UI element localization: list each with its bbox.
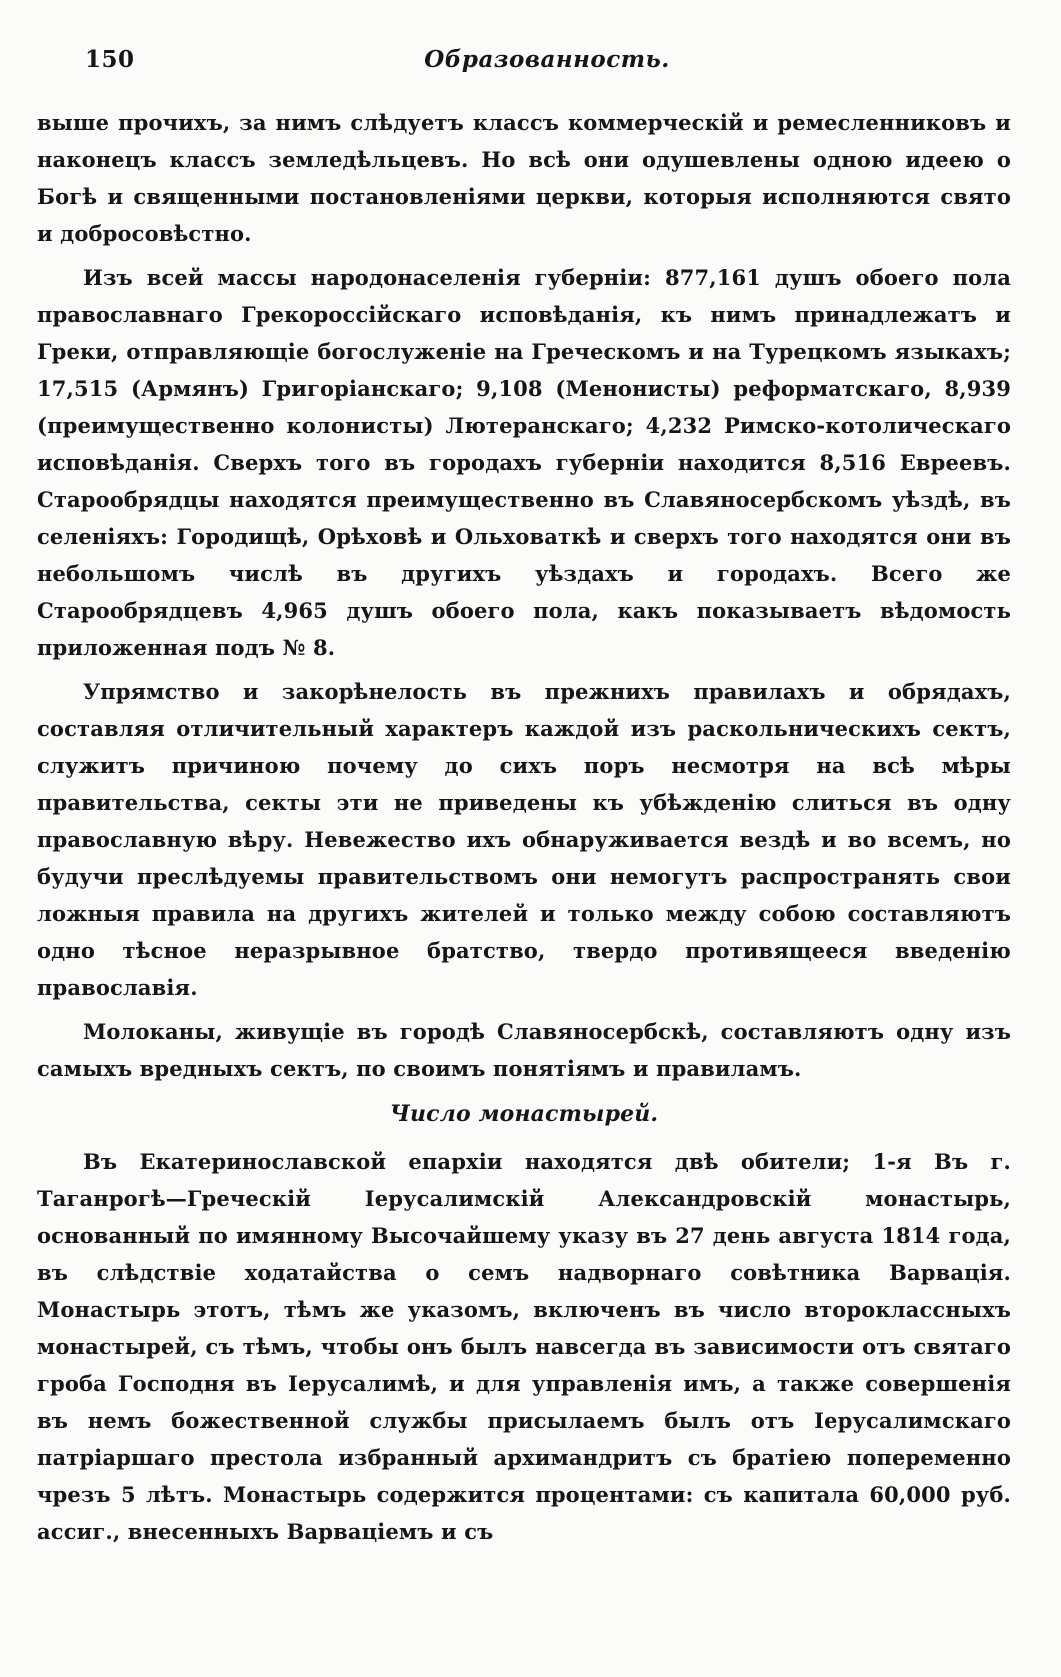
paragraph-monasteries: Въ Екатеринославской епархіи находятся двѣ обители; 1-я Въ г. Таганрогѣ—Греческій Іерусалимскій Александровскій монастырь, основанный по имянному Высочайшему указу въ 27 день августа 1814 года, въ слѣдствіе ходатайства о семъ надворнаго совѣтника Варвація. Монастырь этотъ, тѣмъ же указомъ, включенъ въ число второклассныхъ монастырей, съ тѣмъ, чтобы онъ былъ навсегда въ зависимости отъ святаго гроба Господня въ Іерусалимѣ, и для управленія имъ, а также совершенія въ немъ божественной службы присылаемъ былъ отъ Іерусалимскаго патріаршаго престола избранный архимандритъ съ братіею попеременно чрезъ 5 лѣтъ. Монастырь содержится процентами: съ капитала 60,000 руб. ассиг., внесенныхъ Варваціемъ и съ — [37, 1149, 1011, 1544]
section-heading: Число монастырей. — [389, 1101, 659, 1127]
page-header — [85, 46, 1009, 86]
paragraph-population: Изъ всей массы народонаселенія губерніи: 877,161 душъ обоего пола православнаго Грекороссійскаго исповѣданія, къ нимъ принадлежатъ и Греки, отправляющіе богослуженіе на Греческомъ и на Турецкомъ языкахъ; 17,515 (Армянъ) Григоріанскаго; 9,108 (Менонисты) реформатскаго, 8,939 (преимущественно колонисты) Лютеранскаго; 4,232 Римско-котолическаго исповѣданія. Сверхъ того въ городахъ губерніи находится 8,516 Евреевъ. Старообрядцы находятся преимущественно въ Славяносербскомъ уѣздѣ, въ селеніяхъ: Городищѣ, Орѣховѣ и Ольховаткѣ и сверхъ того находятся они въ небольшомъ числѣ въ другихъ уѣздахъ и городахъ. Всего же Старообрядцевъ 4,965 душъ обоего пола, какъ показываетъ вѣдомость приложенная подъ № 8. — [37, 265, 1011, 660]
paragraph-classes: выше прочихъ, за нимъ слѣдуетъ классъ коммерческій и ремесленниковъ и наконецъ классъ земледѣльцевъ. Но всѣ они одушевлены одною идеею о Богѣ и священными постановленіями церкви, которыя исполняются свято и добросовѣстно. — [37, 110, 1011, 246]
page-number: 150 — [85, 46, 135, 73]
paragraph-sects: Упрямство и закорѣнелость въ прежнихъ правилахъ и обрядахъ, составляя отличительный характеръ каждой изъ раскольническихъ сектъ, служитъ причиною почему до сихъ поръ несмотря на всѣ мѣры правительства, секты эти не приведены къ убѣжденію слиться въ одну православную вѣру. Невежество ихъ обнаруживается вездѣ и во всемъ, но будучи преслѣдуемы правительствомъ они немогутъ распространять свои ложныя правила на другихъ жителей и только между собою составляютъ одно тѣсное неразрывное братство, твердо противящееся введенію православія. — [37, 679, 1011, 1000]
paragraph-molokans: Молоканы, живущіе въ городѣ Славяносербскѣ, составляютъ одну изъ самыхъ вредныхъ сектъ, по своимъ понятіямъ и правиламъ. — [37, 1019, 1011, 1081]
body-text — [37, 104, 1011, 1557]
running-title: Образованность. — [424, 46, 670, 73]
